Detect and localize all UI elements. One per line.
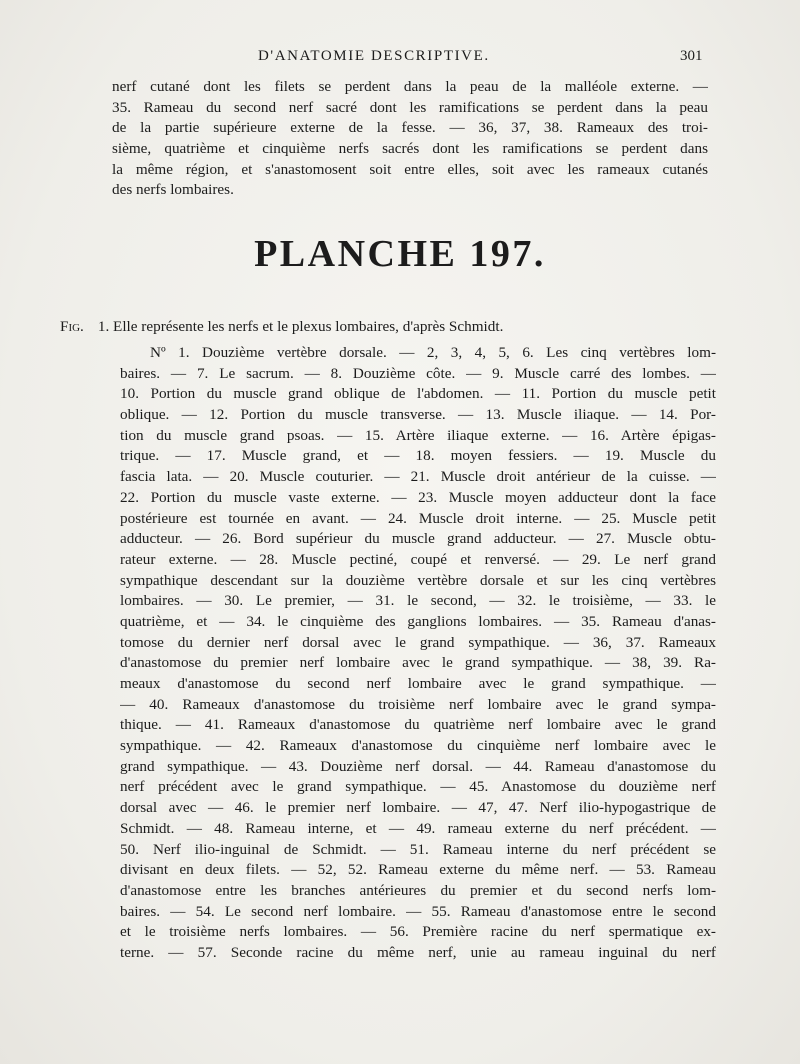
text-line: quatrième, et — 34. le cinquième des ganglions lombaires. — 35. Rameau d'anas- <box>120 612 716 630</box>
text-line: fascia lata. — 20. Muscle couturier. — 21. Muscle droit antérieur de la cuisse. — <box>120 468 716 486</box>
intro-paragraph <box>112 77 708 201</box>
text-line: thique. — 41. Rameaux d'anastomose du quatrième nerf lombaire avec le grand <box>120 716 716 734</box>
page-header <box>0 48 800 70</box>
page-number: 301 <box>680 48 703 64</box>
text-line: Nº 1. Douzième vertèbre dorsale. — 2, 3, 4, 5, 6. Les cinq vertèbres lom- <box>150 344 716 361</box>
text-line: — 40. Rameaux d'anastomose du troisième nerf lombaire avec le grand sympa- <box>120 695 716 713</box>
text-line: meaux d'anastomose du second nerf lombaire avec le grand sympathique. — <box>120 675 716 692</box>
text-line: postérieure est tournée en avant. — 24. Muscle droit interne. — 25. Muscle petit <box>120 509 716 527</box>
text-line: sympathique descendant sur la douzième vertèbre dorsale et sur les cinq vertèbres <box>120 571 716 589</box>
text-line: des nerfs lombaires. <box>112 181 234 199</box>
text-line: adducteur. — 26. Bord supérieur du muscle grand adducteur. — 27. Muscle obtu- <box>120 530 716 548</box>
text-line: de la partie supérieure externe de la fesse. — 36, 37, 38. Rameaux des troi- <box>112 119 708 137</box>
text-line: oblique. — 12. Portion du muscle transverse. — 13. Muscle iliaque. — 14. Por- <box>120 406 716 424</box>
plate-title: PLANCHE 197. <box>254 233 546 275</box>
text-line: 10. Portion du muscle grand oblique de l'abdomen. — 11. Portion du muscle petit <box>120 385 716 403</box>
text-line: dorsal avec — 46. le premier nerf lombaire. — 47, 47. Nerf ilio-hypogastrique de <box>120 799 716 817</box>
figure-label: Fig. <box>60 318 84 335</box>
text-line: baires. — 7. Le sacrum. — 8. Douzième côte. — 9. Muscle carré des lombes. — <box>120 364 716 382</box>
text-line: d'anastomose du premier nerf lombaire avec le grand sympathique. — 38, 39. Ra- <box>120 654 716 672</box>
text-line: tion du muscle grand psoas. — 15. Artère iliaque externe. — 16. Artère épigas- <box>120 426 716 444</box>
text-line: lombaires. — 30. Le premier, — 31. le second, — 32. le troisième, — 33. le <box>120 592 716 610</box>
figure-caption <box>60 318 720 336</box>
text-line: 35. Rameau du second nerf sacré dont les ramifications se perdent dans la peau <box>112 98 708 116</box>
text-line: terne. — 57. Seconde racine du même nerf, unie au rameau inguinal du nerf <box>120 943 716 961</box>
text-line: la même région, et s'anastomosent soit entre elles, soit avec les rameaux cutanés <box>112 160 708 178</box>
legend-paragraph <box>120 343 716 964</box>
text-line: Schmidt. — 48. Rameau interne, et — 49. rameau externe du nerf précédent. — <box>120 819 716 837</box>
running-head: D'ANATOMIE DESCRIPTIVE. <box>258 48 490 64</box>
figure-caption-text: 1. Elle représente les nerfs et le plexus lombaires, d'après Schmidt. <box>97 318 504 335</box>
text-line: grand sympathique. — 43. Douzième nerf dorsal. — 44. Rameau d'anastomose du <box>120 757 716 775</box>
text-line: sympathique. — 42. Rameaux d'anastomose du cinquième nerf lombaire avec le <box>120 737 716 755</box>
text-line: trique. — 17. Muscle grand, et — 18. moyen fessiers. — 19. Muscle du <box>120 447 716 465</box>
text-line: sième, quatrième et cinquième nerfs sacrés dont les ramifications se perdent dans <box>112 140 708 158</box>
text-line: nerf précédent avec le grand sympathique. — 45. Anastomose du douzième nerf <box>120 778 716 796</box>
text-line: 50. Nerf ilio-inguinal de Schmidt. — 51. Rameau interne du nerf précédent se <box>120 840 716 858</box>
text-line: et le troisième nerfs lombaires. — 56. Première racine du nerf spermatique ex- <box>120 923 716 941</box>
text-line: tomose du dernier nerf dorsal avec le grand sympathique. — 36, 37. Rameaux <box>120 633 716 651</box>
text-line: 22. Portion du muscle vaste externe. — 23. Muscle moyen adducteur dont la face <box>120 488 716 506</box>
text-line: nerf cutané dont les filets se perdent dans la peau de la malléole externe. — <box>112 78 708 95</box>
text-line: divisant en deux filets. — 52, 52. Rameau externe du même nerf. — 53. Rameau <box>120 861 716 879</box>
text-line: rateur externe. — 28. Muscle pectiné, coupé et renversé. — 29. Le nerf grand <box>120 550 716 568</box>
text-line: baires. — 54. Le second nerf lombaire. — 55. Rameau d'anastomose entre le second <box>120 902 716 920</box>
text-line: d'anastomose entre les branches antérieures du premier et du second nerfs lom- <box>120 881 716 899</box>
